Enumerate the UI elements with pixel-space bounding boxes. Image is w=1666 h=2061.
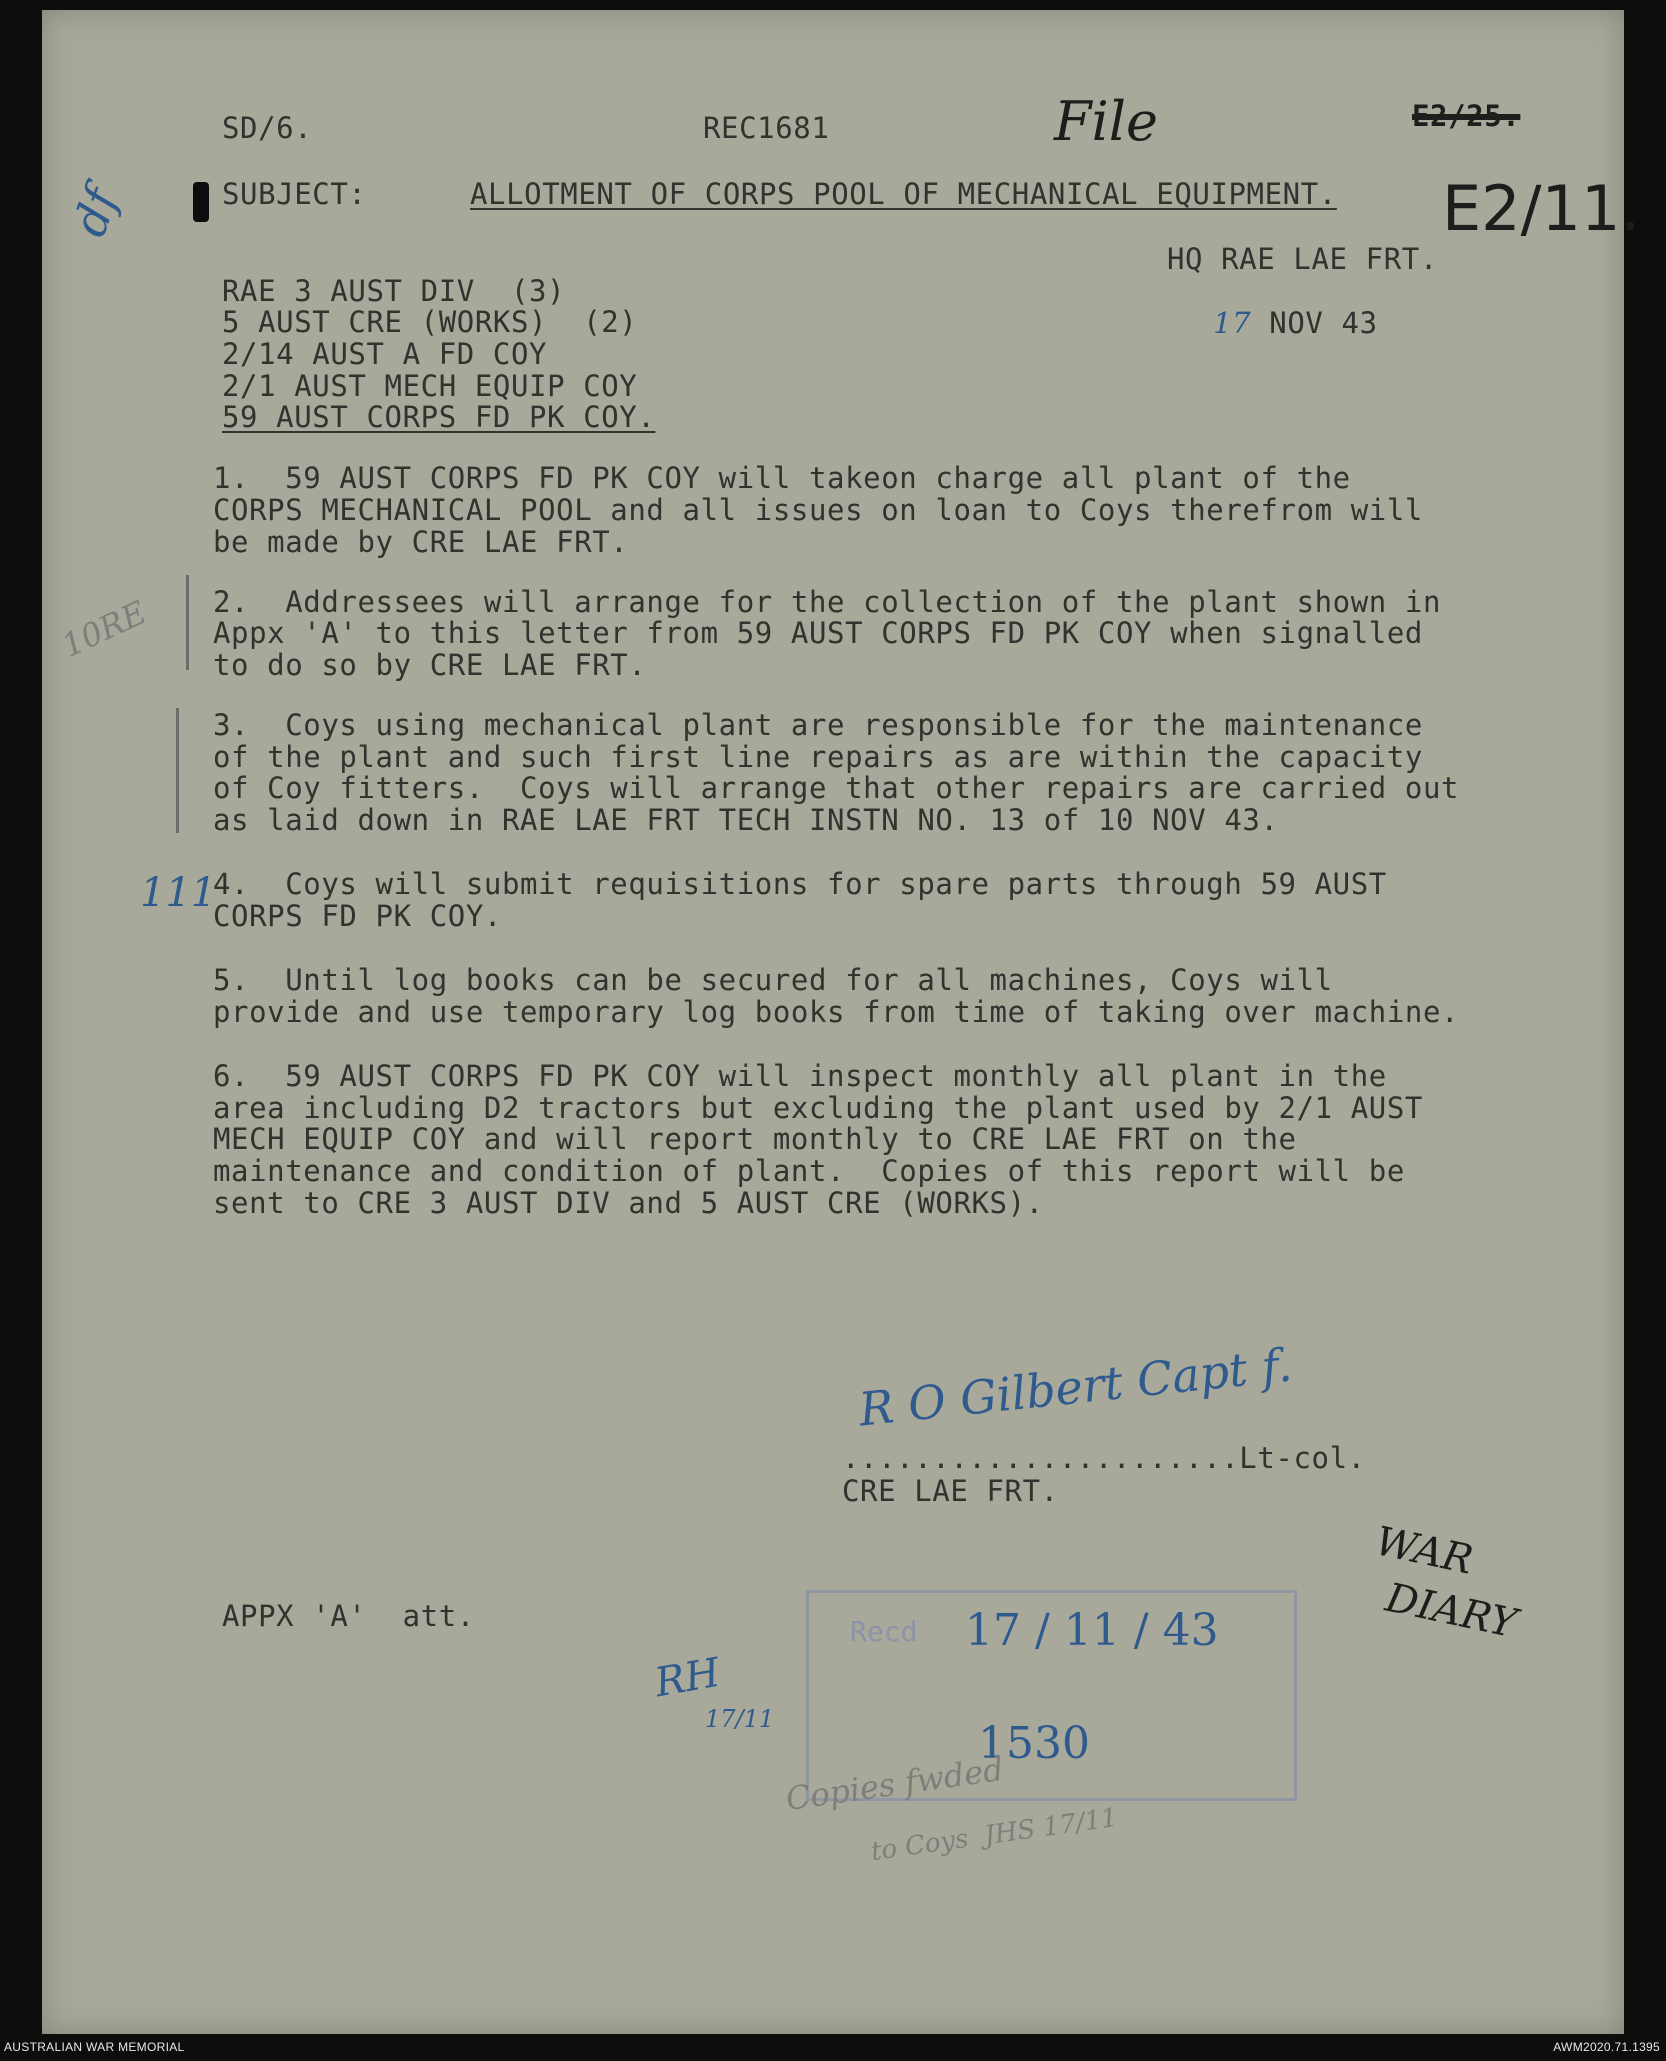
handwritten-initials-date: 17/11 [705, 1705, 775, 1733]
subject-title: ALLOTMENT OF CORPS POOL OF MECHANICAL EQUIPMENT. [470, 177, 1337, 211]
paragraph-6-line-3: MECH EQUIP COY and will report monthly to CRE LAE FRT on the [213, 1122, 1297, 1156]
paragraph-2-line-3: to do so by CRE LAE FRT. [213, 648, 647, 682]
struck-file-number: E2/25. [1412, 99, 1521, 133]
paragraph-6-line-1: 6. 59 AUST CORPS FD PK COY will inspect monthly all plant in the [213, 1059, 1387, 1093]
addressee-2: 5 AUST CRE (WORKS) (2) [222, 305, 638, 339]
war-diary-note-1: WAR [1371, 1518, 1477, 1584]
copies-forwarded-note-1: Copies fwded [783, 1749, 1006, 1819]
paragraph-4-line-2: CORPS FD PK COY. [213, 899, 502, 933]
stamp-received-label: Recd [850, 1615, 918, 1648]
copies-forwarded-note-2: to Coys JHS 17/11 [869, 1802, 1120, 1868]
signature: R O Gilbert Capt f. [856, 1337, 1295, 1437]
stamp-date: 17 / 11 / 43 [965, 1605, 1219, 1656]
origin-date [1177, 275, 1378, 339]
origin-hq: HQ RAE LAE FRT. [1167, 242, 1438, 276]
footer-source: AUSTRALIAN WAR MEMORIAL [4, 2040, 185, 2054]
origin-date-month-year: NOV 43 [1251, 306, 1378, 340]
paragraph-1-line-2: CORPS MECHANICAL POOL and all issues on loan to Coys therefrom will [213, 493, 1423, 527]
paragraph-6-line-4: maintenance and condition of plant. Copies of this report will be [213, 1154, 1405, 1188]
footer-accession: AWM2020.71.1395 [1553, 2040, 1660, 2054]
stamp-time: 1530 [978, 1718, 1090, 1769]
appendix-attached: APPX 'A' att. [222, 1599, 475, 1633]
rec-number: REC1681 [703, 111, 830, 145]
handwritten-initials: RH [651, 1649, 724, 1707]
addressee-5: 59 AUST CORPS FD PK COY. [222, 400, 656, 434]
paragraph-3-line-3: of Coy fitters. Coys will arrange that other repairs are carried out [213, 771, 1460, 805]
margin-tally-para-4: 111 [140, 870, 217, 916]
addressee-4: 2/1 AUST MECH EQUIP COY [222, 369, 638, 403]
war-diary-note-2: DIARY [1381, 1574, 1521, 1648]
paragraph-4-line-1: 4. Coys will submit requisitions for spare parts through 59 AUST [213, 867, 1387, 901]
signature-dotted-line: ......................Lt-col. [842, 1441, 1366, 1475]
file-number-handwritten: E2/11. [1442, 172, 1641, 245]
paragraph-6-line-5: sent to CRE 3 AUST DIV and 5 AUST CRE (WORKS). [213, 1186, 1044, 1220]
paragraph-6-line-2: area including D2 tractors but excluding the plant used by 2/1 AUST [213, 1091, 1423, 1125]
file-handwritten-note: File [1054, 90, 1158, 153]
paragraph-2-line-1: 2. Addressees will arrange for the collection of the plant shown in [213, 585, 1442, 619]
addressee-3: 2/14 AUST A FD COY [222, 337, 548, 371]
reference-number: SD/6. [222, 111, 313, 145]
paragraph-1-line-1: 1. 59 AUST CORPS FD PK COY will takeon charge all plant of the [213, 461, 1351, 495]
paragraph-3-line-4: as laid down in RAE LAE FRT TECH INSTN NO. 13 of 10 NOV 43. [213, 803, 1279, 837]
margin-line-para-2 [186, 575, 189, 670]
punch-mark [193, 182, 209, 222]
subject-label: SUBJECT: [222, 177, 367, 211]
margin-note-10re: 10RE [56, 593, 153, 665]
paragraph-5-line-1: 5. Until log books can be secured for all machines, Coys will [213, 963, 1333, 997]
paragraph-5-line-2: provide and use temporary log books from time of taking over machine. [213, 995, 1460, 1029]
origin-date-day: 17 [1213, 306, 1252, 340]
addressee-1: RAE 3 AUST DIV (3) [222, 274, 566, 308]
paragraph-3-line-1: 3. Coys using mechanical plant are responsible for the maintenance [213, 708, 1423, 742]
paragraph-1-line-3: be made by CRE LAE FRT. [213, 525, 629, 559]
paragraph-2-line-2: Appx 'A' to this letter from 59 AUST CORPS FD PK COY when signalled [213, 616, 1423, 650]
signature-title: CRE LAE FRT. [842, 1474, 1059, 1508]
paragraph-3-line-2: of the plant and such first line repairs as are within the capacity [213, 740, 1423, 774]
margin-line-para-3 [176, 708, 179, 833]
margin-initials-top: df [61, 180, 129, 244]
